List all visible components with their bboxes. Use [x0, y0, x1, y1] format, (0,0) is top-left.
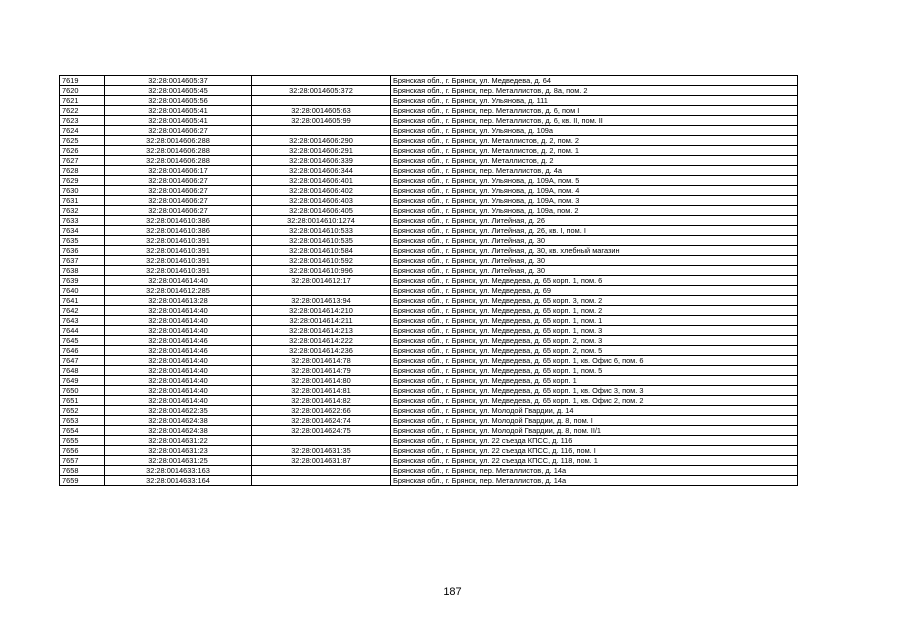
table-row — [60, 166, 798, 176]
sub-cadastral-number-cell: 32:28:0014606:290 — [252, 136, 391, 146]
address-cell: Брянская обл., г. Брянск, ул. Ульянова, д. 111 — [391, 96, 798, 106]
row-number-cell: 7625 — [60, 136, 105, 146]
table-row — [60, 266, 798, 276]
cadastral-number-cell: 32:28:0014610:386 — [105, 226, 252, 236]
cadastral-number-cell: 32:28:0014631:22 — [105, 436, 252, 446]
table-row — [60, 236, 798, 246]
sub-cadastral-number-cell: 32:28:0014610:533 — [252, 226, 391, 236]
address-cell: Брянская обл., г. Брянск, ул. Медведева, д. 65 корп. 1, пом. 5 — [391, 366, 798, 376]
row-number-cell: 7624 — [60, 126, 105, 136]
address-cell: Брянская обл., г. Брянск, ул. Ульянова, д. 109А, пом. 3 — [391, 196, 798, 206]
address-cell: Брянская обл., г. Брянск, ул. Медведева, д. 64 — [391, 76, 798, 86]
cadastral-number-cell: 32:28:0014606:288 — [105, 146, 252, 156]
table-row — [60, 446, 798, 456]
row-number-cell: 7647 — [60, 356, 105, 366]
row-number-cell: 7635 — [60, 236, 105, 246]
table-row — [60, 306, 798, 316]
address-cell: Брянская обл., г. Брянск, ул. Медведева, д. 65 корп. 1, пом. 2 — [391, 306, 798, 316]
table-row — [60, 136, 798, 146]
row-number-cell: 7641 — [60, 296, 105, 306]
table-row — [60, 346, 798, 356]
table-row — [60, 336, 798, 346]
sub-cadastral-number-cell: 32:28:0014614:80 — [252, 376, 391, 386]
sub-cadastral-number-cell — [252, 466, 391, 476]
table-row — [60, 396, 798, 406]
table-row — [60, 436, 798, 446]
row-number-cell: 7650 — [60, 386, 105, 396]
address-cell: Брянская обл., г. Брянск, пер. Металлистов, д. 14а — [391, 476, 798, 486]
address-cell: Брянская обл., г. Брянск, ул. Медведева, д. 69 — [391, 286, 798, 296]
address-cell: Брянская обл., г. Брянск, ул. Медведева, д. 65 корп. 1, кв. Офис 3, пом. 3 — [391, 386, 798, 396]
cadastral-number-cell: 32:28:0014614:40 — [105, 306, 252, 316]
address-cell: Брянская обл., г. Брянск, ул. Литейная, д. 30, кв. хлебный магазин — [391, 246, 798, 256]
cadastral-number-cell: 32:28:0014614:40 — [105, 396, 252, 406]
sub-cadastral-number-cell — [252, 476, 391, 486]
address-cell: Брянская обл., г. Брянск, ул. Медведева, д. 65 корп. 2, пом. 5 — [391, 346, 798, 356]
row-number-cell: 7657 — [60, 456, 105, 466]
sub-cadastral-number-cell: 32:28:0014606:401 — [252, 176, 391, 186]
cadastral-number-cell: 32:28:0014610:386 — [105, 216, 252, 226]
sub-cadastral-number-cell: 32:28:0014610:592 — [252, 256, 391, 266]
row-number-cell: 7649 — [60, 376, 105, 386]
address-cell: Брянская обл., г. Брянск, ул. Медведева, д. 65 корп. 1, пом. 6 — [391, 276, 798, 286]
sub-cadastral-number-cell: 32:28:0014614:79 — [252, 366, 391, 376]
sub-cadastral-number-cell — [252, 126, 391, 136]
sub-cadastral-number-cell: 32:28:0014610:1274 — [252, 216, 391, 226]
address-cell: Брянская обл., г. Брянск, ул. Металлистов, д. 2, пом. 1 — [391, 146, 798, 156]
sub-cadastral-number-cell: 32:28:0014610:996 — [252, 266, 391, 276]
address-cell: Брянская обл., г. Брянск, пер. Металлистов, д. 4а — [391, 166, 798, 176]
cadastral-number-cell: 32:28:0014610:391 — [105, 256, 252, 266]
table-row — [60, 246, 798, 256]
row-number-cell: 7643 — [60, 316, 105, 326]
table-row — [60, 216, 798, 226]
table-row — [60, 146, 798, 156]
cadastral-number-cell: 32:28:0014606:17 — [105, 166, 252, 176]
table-row — [60, 316, 798, 326]
row-number-cell: 7634 — [60, 226, 105, 236]
address-cell: Брянская обл., г. Брянск, ул. Литейная, д. 30 — [391, 256, 798, 266]
row-number-cell: 7636 — [60, 246, 105, 256]
cadastral-number-cell: 32:28:0014610:391 — [105, 236, 252, 246]
table-row — [60, 286, 798, 296]
address-cell: Брянская обл., г. Брянск, ул. Молодой Гвардии, д. 8, пом. II/1 — [391, 426, 798, 436]
cadastral-number-cell: 32:28:0014606:27 — [105, 176, 252, 186]
address-cell: Брянская обл., г. Брянск, ул. Металлистов, д. 2 — [391, 156, 798, 166]
row-number-cell: 7654 — [60, 426, 105, 436]
address-cell: Брянская обл., г. Брянск, ул. Литейная, д. 26 — [391, 216, 798, 226]
table-row — [60, 206, 798, 216]
cadastral-number-cell: 32:28:0014631:25 — [105, 456, 252, 466]
row-number-cell: 7632 — [60, 206, 105, 216]
table-row — [60, 426, 798, 436]
table-row — [60, 416, 798, 426]
sub-cadastral-number-cell — [252, 436, 391, 446]
table-row — [60, 126, 798, 136]
row-number-cell: 7639 — [60, 276, 105, 286]
address-cell: Брянская обл., г. Брянск, ул. Литейная, д. 26, кв. I, пом. I — [391, 226, 798, 236]
sub-cadastral-number-cell: 32:28:0014606:403 — [252, 196, 391, 206]
table-row — [60, 256, 798, 266]
sub-cadastral-number-cell: 32:28:0014614:82 — [252, 396, 391, 406]
sub-cadastral-number-cell: 32:28:0014624:75 — [252, 426, 391, 436]
sub-cadastral-number-cell — [252, 76, 391, 86]
table-row — [60, 296, 798, 306]
address-cell: Брянская обл., г. Брянск, ул. Литейная, д. 30 — [391, 236, 798, 246]
sub-cadastral-number-cell — [252, 96, 391, 106]
table-row — [60, 76, 798, 86]
row-number-cell: 7645 — [60, 336, 105, 346]
sub-cadastral-number-cell: 32:28:0014606:339 — [252, 156, 391, 166]
cadastral-number-cell: 32:28:0014605:41 — [105, 116, 252, 126]
address-cell: Брянская обл., г. Брянск, пер. Металлистов, д. 6, кв. II, пом. II — [391, 116, 798, 126]
cadastral-number-cell: 32:28:0014610:391 — [105, 246, 252, 256]
row-number-cell: 7627 — [60, 156, 105, 166]
row-number-cell: 7628 — [60, 166, 105, 176]
cadastral-number-cell: 32:28:0014605:56 — [105, 96, 252, 106]
sub-cadastral-number-cell: 32:28:0014605:372 — [252, 86, 391, 96]
address-cell: Брянская обл., г. Брянск, ул. Медведева, д. 65 корп. 3, пом. 2 — [391, 296, 798, 306]
address-cell: Брянская обл., г. Брянск, ул. Молодой Гвардии, д. 14 — [391, 406, 798, 416]
row-number-cell: 7623 — [60, 116, 105, 126]
sub-cadastral-number-cell: 32:28:0014614:78 — [252, 356, 391, 366]
sub-cadastral-number-cell: 32:28:0014613:94 — [252, 296, 391, 306]
table-row — [60, 86, 798, 96]
row-number-cell: 7656 — [60, 446, 105, 456]
sub-cadastral-number-cell: 32:28:0014606:344 — [252, 166, 391, 176]
address-cell: Брянская обл., г. Брянск, ул. Медведева, д. 65 корп. 1, пом. 1 — [391, 316, 798, 326]
sub-cadastral-number-cell: 32:28:0014631:35 — [252, 446, 391, 456]
cadastral-number-cell: 32:28:0014612:285 — [105, 286, 252, 296]
sub-cadastral-number-cell: 32:28:0014631:87 — [252, 456, 391, 466]
row-number-cell: 7658 — [60, 466, 105, 476]
row-number-cell: 7630 — [60, 186, 105, 196]
address-cell: Брянская обл., г. Брянск, ул. Медведева, д. 65 корп. 1, кв. Офис 6, пом. 6 — [391, 356, 798, 366]
row-number-cell: 7652 — [60, 406, 105, 416]
cadastral-number-cell: 32:28:0014633:163 — [105, 466, 252, 476]
registry-table-body — [60, 76, 798, 486]
property-registry-table — [59, 75, 798, 486]
table-row — [60, 466, 798, 476]
address-cell: Брянская обл., г. Брянск, ул. Литейная, д. 30 — [391, 266, 798, 276]
row-number-cell: 7629 — [60, 176, 105, 186]
sub-cadastral-number-cell: 32:28:0014606:405 — [252, 206, 391, 216]
address-cell: Брянская обл., г. Брянск, пер. Металлистов, д. 8а, пом. 2 — [391, 86, 798, 96]
cadastral-number-cell: 32:28:0014614:40 — [105, 316, 252, 326]
address-cell: Брянская обл., г. Брянск, ул. Медведева, д. 65 корп. 1, кв. Офис 2, пом. 2 — [391, 396, 798, 406]
table-row — [60, 156, 798, 166]
cadastral-number-cell: 32:28:0014606:288 — [105, 136, 252, 146]
row-number-cell: 7646 — [60, 346, 105, 356]
address-cell: Брянская обл., г. Брянск, ул. Медведева, д. 65 корп. 2, пом. 3 — [391, 336, 798, 346]
cadastral-number-cell: 32:28:0014606:288 — [105, 156, 252, 166]
address-cell: Брянская обл., г. Брянск, ул. Медведева, д. 65 корп. 1 — [391, 376, 798, 386]
table-row — [60, 406, 798, 416]
sub-cadastral-number-cell: 32:28:0014614:81 — [252, 386, 391, 396]
address-cell: Брянская обл., г. Брянск, ул. Ульянова, д. 109А, пом. 4 — [391, 186, 798, 196]
cadastral-number-cell: 32:28:0014614:40 — [105, 356, 252, 366]
table-row — [60, 116, 798, 126]
cadastral-number-cell: 32:28:0014614:46 — [105, 346, 252, 356]
cadastral-number-cell: 32:28:0014631:23 — [105, 446, 252, 456]
sub-cadastral-number-cell — [252, 286, 391, 296]
table-row — [60, 386, 798, 396]
cadastral-number-cell: 32:28:0014610:391 — [105, 266, 252, 276]
cadastral-number-cell: 32:28:0014614:46 — [105, 336, 252, 346]
table-row — [60, 356, 798, 366]
sub-cadastral-number-cell: 32:28:0014612:17 — [252, 276, 391, 286]
row-number-cell: 7640 — [60, 286, 105, 296]
row-number-cell: 7651 — [60, 396, 105, 406]
cadastral-number-cell: 32:28:0014622:35 — [105, 406, 252, 416]
cadastral-number-cell: 32:28:0014606:27 — [105, 126, 252, 136]
row-number-cell: 7648 — [60, 366, 105, 376]
table-row — [60, 186, 798, 196]
cadastral-number-cell: 32:28:0014606:27 — [105, 196, 252, 206]
table-row — [60, 226, 798, 236]
row-number-cell: 7653 — [60, 416, 105, 426]
table-row — [60, 176, 798, 186]
cadastral-number-cell: 32:28:0014614:40 — [105, 366, 252, 376]
address-cell: Брянская обл., г. Брянск, ул. Ульянова, д. 109а, пом. 2 — [391, 206, 798, 216]
row-number-cell: 7626 — [60, 146, 105, 156]
table-row — [60, 376, 798, 386]
address-cell: Брянская обл., г. Брянск, ул. Металлистов, д. 2, пом. 2 — [391, 136, 798, 146]
sub-cadastral-number-cell: 32:28:0014614:236 — [252, 346, 391, 356]
sub-cadastral-number-cell: 32:28:0014624:74 — [252, 416, 391, 426]
row-number-cell: 7621 — [60, 96, 105, 106]
cadastral-number-cell: 32:28:0014624:38 — [105, 426, 252, 436]
address-cell: Брянская обл., г. Брянск, ул. Ульянова, д. 109А, пом. 5 — [391, 176, 798, 186]
table-row — [60, 276, 798, 286]
address-cell: Брянская обл., г. Брянск, ул. 22 съезда КПСС, д. 118, пом. 1 — [391, 456, 798, 466]
row-number-cell: 7622 — [60, 106, 105, 116]
row-number-cell: 7642 — [60, 306, 105, 316]
cadastral-number-cell: 32:28:0014606:27 — [105, 186, 252, 196]
cadastral-number-cell: 32:28:0014633:164 — [105, 476, 252, 486]
table-row — [60, 106, 798, 116]
row-number-cell: 7631 — [60, 196, 105, 206]
table-row — [60, 196, 798, 206]
table-row — [60, 456, 798, 466]
table-row — [60, 366, 798, 376]
sub-cadastral-number-cell: 32:28:0014614:222 — [252, 336, 391, 346]
table-row — [60, 96, 798, 106]
table-row — [60, 476, 798, 486]
sub-cadastral-number-cell: 32:28:0014614:210 — [252, 306, 391, 316]
sub-cadastral-number-cell: 32:28:0014605:99 — [252, 116, 391, 126]
cadastral-number-cell: 32:28:0014605:37 — [105, 76, 252, 86]
cadastral-number-cell: 32:28:0014614:40 — [105, 376, 252, 386]
address-cell: Брянская обл., г. Брянск, ул. 22 съезда КПСС, д. 116, пом. I — [391, 446, 798, 456]
address-cell: Брянская обл., г. Брянск, ул. Медведева, д. 65 корп. 1, пом. 3 — [391, 326, 798, 336]
sub-cadastral-number-cell: 32:28:0014614:211 — [252, 316, 391, 326]
row-number-cell: 7644 — [60, 326, 105, 336]
sub-cadastral-number-cell: 32:28:0014605:63 — [252, 106, 391, 116]
sub-cadastral-number-cell: 32:28:0014606:402 — [252, 186, 391, 196]
address-cell: Брянская обл., г. Брянск, ул. Ульянова, д. 109а — [391, 126, 798, 136]
row-number-cell: 7659 — [60, 476, 105, 486]
address-cell: Брянская обл., г. Брянск, пер. Металлистов, д. 14а — [391, 466, 798, 476]
page-number: 187 — [443, 586, 462, 598]
sub-cadastral-number-cell: 32:28:0014610:535 — [252, 236, 391, 246]
row-number-cell: 7620 — [60, 86, 105, 96]
cadastral-number-cell: 32:28:0014613:28 — [105, 296, 252, 306]
sub-cadastral-number-cell: 32:28:0014614:213 — [252, 326, 391, 336]
cadastral-number-cell: 32:28:0014614:40 — [105, 326, 252, 336]
cadastral-number-cell: 32:28:0014606:27 — [105, 206, 252, 216]
row-number-cell: 7637 — [60, 256, 105, 266]
cadastral-number-cell: 32:28:0014614:40 — [105, 386, 252, 396]
cadastral-number-cell: 32:28:0014624:38 — [105, 416, 252, 426]
sub-cadastral-number-cell: 32:28:0014610:584 — [252, 246, 391, 256]
address-cell: Брянская обл., г. Брянск, пер. Металлистов, д. 6, пом I — [391, 106, 798, 116]
row-number-cell: 7638 — [60, 266, 105, 276]
address-cell: Брянская обл., г. Брянск, ул. 22 съезда КПСС, д. 116 — [391, 436, 798, 446]
address-cell: Брянская обл., г. Брянск, ул. Молодой Гвардии, д. 8, пом. I — [391, 416, 798, 426]
row-number-cell: 7655 — [60, 436, 105, 446]
cadastral-number-cell: 32:28:0014614:40 — [105, 276, 252, 286]
row-number-cell: 7619 — [60, 76, 105, 86]
table-row — [60, 326, 798, 336]
row-number-cell: 7633 — [60, 216, 105, 226]
cadastral-number-cell: 32:28:0014605:41 — [105, 106, 252, 116]
cadastral-number-cell: 32:28:0014605:45 — [105, 86, 252, 96]
sub-cadastral-number-cell: 32:28:0014622:66 — [252, 406, 391, 416]
sub-cadastral-number-cell: 32:28:0014606:291 — [252, 146, 391, 156]
